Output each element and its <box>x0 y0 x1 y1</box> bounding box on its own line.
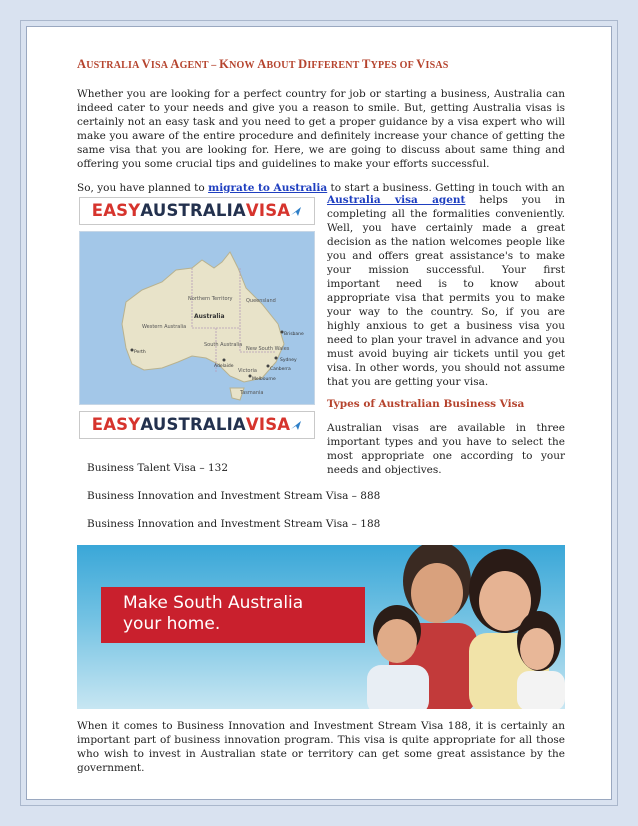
list-item: Business Talent Visa – 132 <box>87 462 229 474</box>
right-column <box>327 193 565 485</box>
closing-paragraph: When it comes to Business Innovation and Investment Stream Visa 188, it is certainly an important part of business innovation program. This visa is quite appropriate for all those who wish to invest in Australian state or territory can get some great assistance by the government. <box>77 720 565 774</box>
banner-slogan: Make South Australia your home. <box>101 587 365 643</box>
document-page <box>26 26 612 800</box>
svg-text:Adelaide: Adelaide <box>214 364 234 369</box>
list-item: Business Innovation and Investment Stream Visa – 188 <box>87 518 381 530</box>
australia-map <box>79 231 315 405</box>
list-item: Business Innovation and Investment Stream Visa – 888 <box>87 490 381 502</box>
svg-text:Northern Territory: Northern Territory <box>188 296 233 302</box>
brand-logo-top: EASY AUSTRALIA VISA <box>79 197 315 225</box>
migrate-paragraph: So, you have planned to migrate to Australia to start a business. Getting in touch with an <box>77 182 565 194</box>
svg-text:Victoria: Victoria <box>238 368 257 374</box>
svg-text:New South Wales: New South Wales <box>246 346 290 352</box>
svg-text:Canberra: Canberra <box>270 367 291 372</box>
svg-text:Sydney: Sydney <box>280 358 297 363</box>
logo-plane-icon <box>290 205 302 217</box>
south-australia-banner <box>77 545 565 709</box>
document-title: AUSTRALIA VISA AGENT – KNOW ABOUT DIFFERENT TYPES OF VISAS <box>77 57 449 71</box>
svg-text:South Australia: South Australia <box>204 342 243 348</box>
australia-map-graphic <box>80 232 315 405</box>
migrate-to-australia-link[interactable]: migrate to Australia <box>208 182 328 194</box>
svg-text:Melbourne: Melbourne <box>252 377 276 382</box>
svg-text:Australia: Australia <box>194 313 225 320</box>
easy-australia-visa-image <box>79 197 315 445</box>
australia-visa-agent-link[interactable]: Australia visa agent <box>327 194 466 206</box>
intro-paragraph: Whether you are looking for a perfect country for job or starting a business, Australia can indeed cater to your needs and give you a reason to smile. But, getting Australia visas is certainly not an easy task and you need to get a proper guidance by a visa expert who will make you aware of the entire procedure and definitely increase your chance of getting the same visa that you are looking for. Here, we are going to discuss about same thing and offering you some crucial tips and guidelines to make your efforts successful. <box>77 88 565 170</box>
visa-types-paragraph: Australian visas are available in three important types and you have to select the most appropriate one according to your needs and objectives. <box>327 422 565 476</box>
visa-agent-paragraph: Australia visa agent helps you in completing all the formalities conveniently. Well, you have certainly made a great decision as the nation welcomes people like you and offers great assistance's to make your mission successful. Your first important need is to know about appropriate visa that permits you to make your way to the country. So, if you are highly anxious to get a business visa you need to plan your travel in advance and you must avoid buying air tickets until you get visa. In other words, you should not assume that you are getting your visa. <box>327 194 566 388</box>
svg-text:Queensland: Queensland <box>246 298 276 304</box>
document-body <box>77 57 565 785</box>
brand-logo-bottom: EASY AUSTRALIA VISA <box>79 411 315 439</box>
svg-text:Western Australia: Western Australia <box>142 324 187 330</box>
svg-text:Perth: Perth <box>134 350 146 355</box>
svg-text:Tasmania: Tasmania <box>240 390 264 396</box>
logo-plane-icon <box>290 419 302 431</box>
section-heading: Types of Australian Business Visa <box>327 398 525 410</box>
svg-text:Brisbane: Brisbane <box>284 332 304 337</box>
